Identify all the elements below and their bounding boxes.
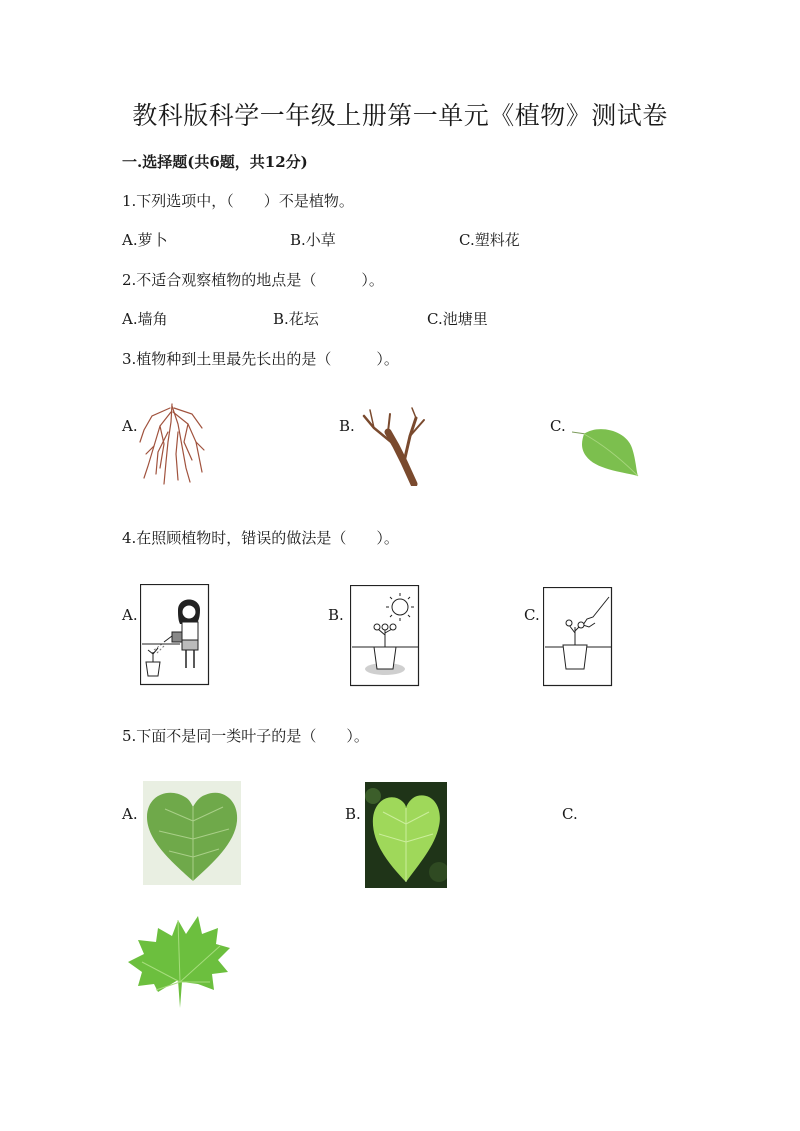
question-2-stem: 2.不适合观察植物的地点是（ ）。: [122, 271, 384, 289]
roots-image[interactable]: [138, 402, 206, 486]
question-3-stem: 3.植物种到土里最先长出的是（ ）。: [122, 350, 399, 368]
q3-option-c[interactable]: C.: [550, 417, 566, 435]
q4-option-a[interactable]: A.: [122, 606, 138, 624]
q4-option-b[interactable]: B.: [328, 606, 344, 624]
q2-option-a[interactable]: A.墙角: [122, 310, 168, 328]
q5-option-a[interactable]: A.: [122, 805, 138, 823]
question-1-stem: 1.下列选项中，（ ）不是植物。: [122, 192, 354, 210]
branch-image[interactable]: [360, 406, 430, 486]
question-5-stem: 5.下面不是同一类叶子的是（ ）。: [122, 727, 369, 745]
q3-option-b[interactable]: B.: [339, 417, 355, 435]
q5-option-b[interactable]: B.: [345, 805, 361, 823]
section-heading: 一.选择题(共6题，共12分): [122, 153, 308, 171]
q5-option-c[interactable]: C.: [562, 805, 578, 823]
heart-leaf-a-image[interactable]: [143, 781, 241, 885]
question-4-stem: 4.在照顾植物时，错误的做法是（ ）。: [122, 529, 399, 547]
q4-option-c[interactable]: C.: [524, 606, 540, 624]
heart-leaf-b-image[interactable]: [365, 782, 447, 888]
watering-girl-image[interactable]: [140, 584, 210, 686]
q1-option-c[interactable]: C.塑料花: [459, 231, 520, 249]
q1-option-b[interactable]: B.小草: [290, 231, 336, 249]
q1-option-a[interactable]: A.萝卜: [122, 231, 168, 249]
leaf-image[interactable]: [572, 426, 640, 478]
q2-option-c[interactable]: C.池塘里: [427, 310, 488, 328]
maple-leaf-image[interactable]: [128, 910, 230, 1010]
q3-option-a[interactable]: A.: [122, 417, 138, 435]
plant-in-sun-image[interactable]: [350, 585, 420, 687]
page-title: 教科版科学一年级上册第一单元《植物》测试卷: [132, 101, 668, 130]
q2-option-b[interactable]: B.花坛: [273, 310, 319, 328]
hand-picking-plant-image[interactable]: [543, 587, 613, 687]
